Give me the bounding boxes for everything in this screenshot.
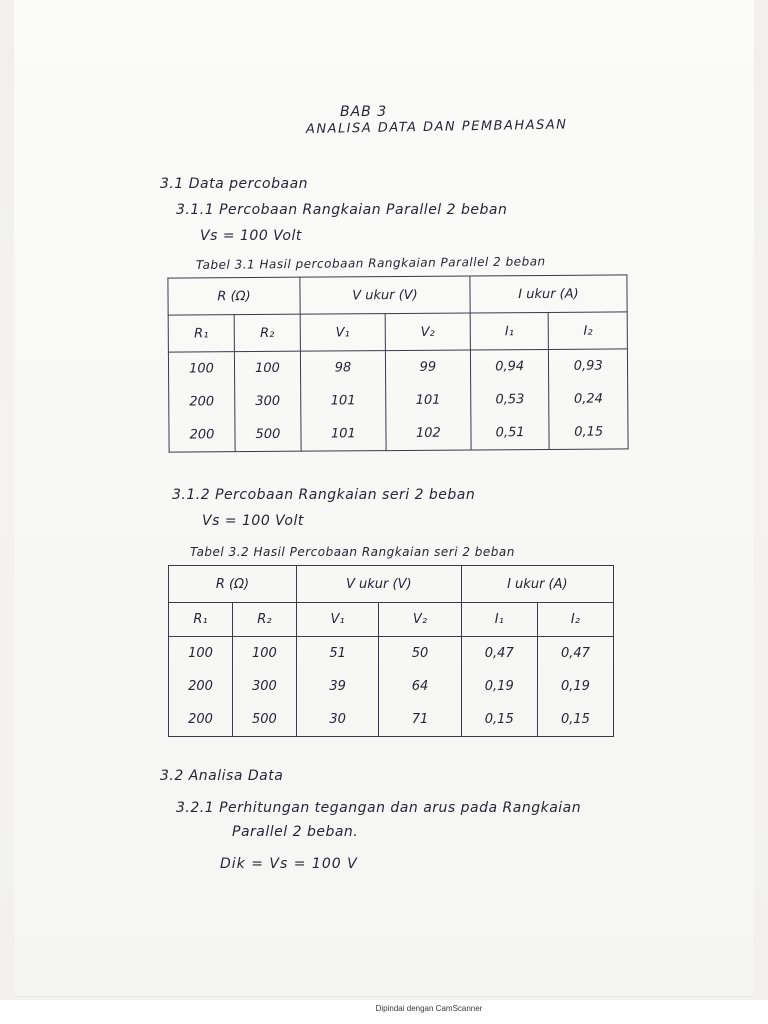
table-cell: 0,15 (461, 703, 537, 737)
chapter-title: ANALISA DATA DAN PEMBAHASAN (305, 117, 568, 137)
table-cell: 0,53 (471, 383, 550, 417)
table-cell: 0,51 (471, 416, 550, 450)
subheader-r2: R₂ (234, 314, 300, 351)
table-3-2-caption: Tabel 3.2 Hasil Percobaan Rangkaian seri 2 beban (190, 545, 515, 559)
table-cell: 99 (385, 350, 470, 384)
table-cell: 51 (296, 637, 378, 671)
table-cell: 101 (386, 383, 471, 417)
section-3-1-2-title: 3.1.2 Percobaan Rangkaian seri 2 beban (172, 487, 476, 503)
table-row (169, 637, 614, 671)
subheader-r1: R₁ (169, 603, 233, 637)
table-cell: 98 (300, 351, 385, 385)
section-3-2-1-title: 3.2.1 Perhitungan tegangan dan arus pada Rangkaian (176, 800, 582, 816)
subheader-r2: R₂ (232, 603, 296, 637)
header-voltage: V ukur (V) (300, 276, 470, 314)
table-row (169, 415, 628, 452)
subheader-v1: V₁ (296, 603, 378, 637)
table-cell: 0,15 (549, 415, 628, 449)
vs-series: Vs = 100 Volt (202, 513, 304, 529)
subheader-i1: I₁ (461, 603, 537, 637)
subheader-r1: R₁ (168, 315, 234, 352)
subheader-v1: V₁ (300, 314, 385, 352)
table-row (168, 349, 627, 386)
table-cell: 100 (168, 352, 234, 386)
header-current: I ukur (A) (461, 566, 613, 603)
table-3-2 (168, 565, 614, 737)
table-cell: 200 (169, 670, 233, 703)
table-cell: 30 (296, 703, 378, 737)
table-cell: 500 (235, 418, 301, 452)
table-cell: 0,15 (537, 703, 613, 737)
table-cell: 0,47 (461, 637, 537, 671)
table-cell: 100 (232, 637, 296, 671)
header-voltage: V ukur (V) (296, 566, 461, 603)
table-cell: 200 (169, 703, 233, 737)
table-3-1 (167, 274, 628, 452)
table-cell: 64 (379, 670, 461, 703)
table-cell: 0,19 (537, 670, 613, 703)
table-cell: 300 (232, 670, 296, 703)
vs-parallel: Vs = 100 Volt (200, 228, 302, 244)
table-cell: 50 (379, 637, 461, 671)
table-group-header-row (169, 566, 614, 603)
table-cell: 0,19 (461, 670, 537, 703)
table-cell: 102 (386, 416, 471, 450)
table-cell: 200 (169, 418, 235, 452)
table-cell: 39 (296, 670, 378, 703)
table-3-1-caption: Tabel 3.1 Hasil percobaan Rangkaian Parallel 2 beban (195, 254, 546, 272)
table-cell: 200 (169, 385, 235, 418)
subheader-i2: I₂ (549, 312, 628, 350)
section-3-1-title: 3.1 Data percobaan (160, 176, 309, 192)
table-cell: 0,47 (537, 637, 613, 671)
header-resistance: R (Ω) (169, 566, 297, 603)
table-row (169, 382, 628, 418)
subheader-v2: V₂ (379, 603, 461, 637)
table-group-header-row (168, 275, 627, 315)
subheader-i2: I₂ (537, 603, 613, 637)
table-cell: 300 (235, 385, 301, 418)
subheader-i1: I₁ (470, 312, 549, 350)
section-3-2-title: 3.2 Analisa Data (160, 768, 284, 784)
table-cell: 100 (234, 351, 300, 385)
table-row (169, 670, 614, 703)
section-3-1-1-title: 3.1.1 Percobaan Rangkaian Parallel 2 beban (176, 202, 508, 218)
table-cell: 101 (301, 417, 386, 451)
table-cell: 100 (169, 637, 233, 671)
table-cell: 0,94 (470, 349, 549, 383)
chapter-label: BAB 3 (340, 104, 388, 120)
subheader-v2: V₂ (385, 313, 470, 351)
table-cell: 101 (301, 384, 386, 418)
table-cell: 0,24 (549, 382, 628, 416)
header-resistance: R (Ω) (168, 277, 300, 315)
table-cell: 0,93 (549, 349, 628, 383)
table-cell: 500 (232, 703, 296, 737)
table-row (169, 703, 614, 737)
table-cell: 71 (379, 703, 461, 737)
header-current: I ukur (A) (470, 275, 627, 313)
section-3-2-1-title-cont: Parallel 2 beban. (232, 824, 359, 840)
table-subheader-row (168, 312, 627, 352)
scanner-watermark: Dipindai dengan CamScanner (375, 1004, 483, 1013)
table-subheader-row (169, 603, 614, 637)
given-values: Dik = Vs = 100 V (220, 856, 358, 872)
